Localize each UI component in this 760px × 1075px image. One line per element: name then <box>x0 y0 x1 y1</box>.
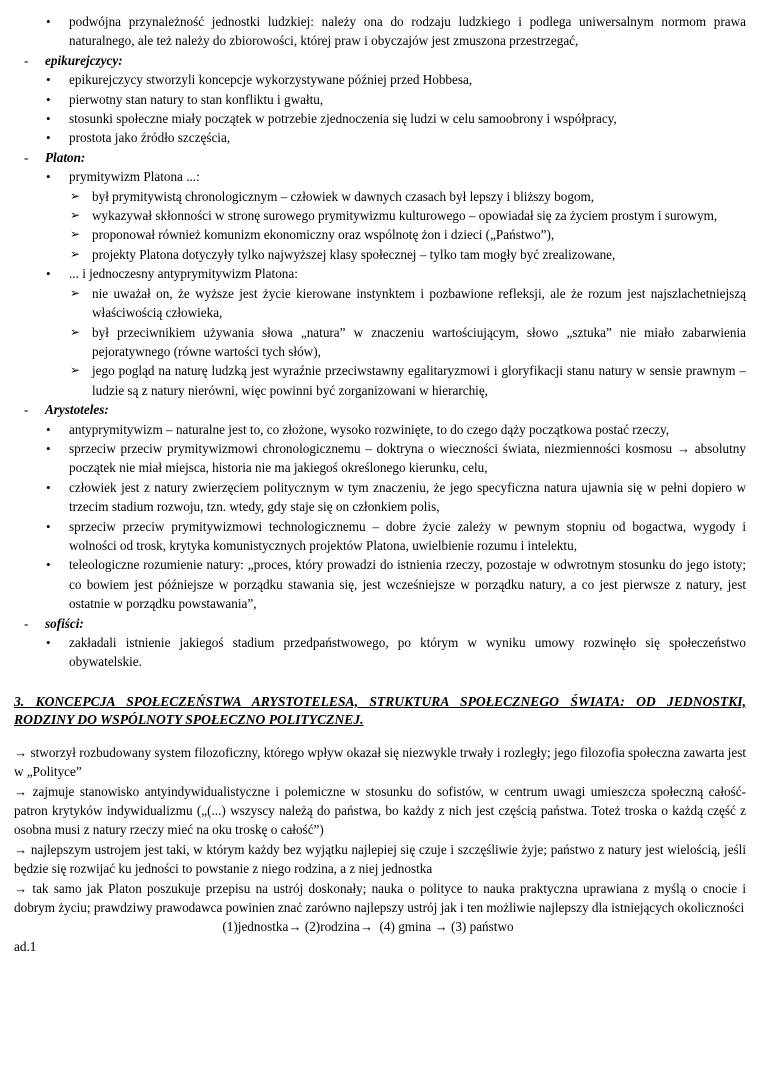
arystoteles-list <box>0 420 760 614</box>
bullet-icon: • <box>46 635 51 650</box>
dash-icon: - <box>24 52 29 68</box>
list-item: • prostota jako źródło szczęścia, <box>0 128 760 147</box>
arrow-icon: → <box>14 880 28 896</box>
sofisci-list <box>0 633 760 672</box>
list-item: • pierwotny stan natury to stan konfliktu i gwałtu, <box>0 90 760 109</box>
section-3-heading: 3. KONCEPCJA SPOŁECZEŃSTWA ARYSTOTELESA, STRUKTURA SPOŁECZNEGO ŚWIATA: OD JEDNOSTKI, RODZINY DO WSPÓLNOTY SPOŁECZNO POLITYCZNEJ. <box>14 693 746 727</box>
dash-icon: - <box>24 402 29 418</box>
list-item: • epikurejczycy stworzyli koncepcje wykorzystywane później przed Hobbesa, <box>0 70 760 89</box>
list-item: • teleologiczne rozumienie natury: „proces, który prowadzi do istnienia rzeczy, pozostaje w odwrotnym stosunku do jego istoty; co bowiem jest późniejsze w porządku stawania się, jest wcześniejsze w porządku natury, a co jest pierwsze z natury, jest ostatnie w porządku powstawania”, <box>46 557 746 612</box>
bullet-icon: • <box>46 130 51 146</box>
list-item: • prymitywizm Platona ...: ➢ był prymitywistą chronologicznym – człowiek w dawnych czasach był lepszy i bliższy bogom, ➢ wykazywał skłonności w stronę surowego prymitywizmu kulturowego – opowiadał się za życiem prostym i surowym, ➢ proponował również komunizm ekonomiczny oraz wspólnotę żon i dzieci („Państwo”), ➢ projekty Platona dotyczyły tylko najwyższej klasy społecznej – tylko tam mogły być zrealizowane, <box>0 167 760 264</box>
arrow-bullet-icon: ➢ <box>70 246 81 261</box>
section-platon <box>0 148 760 167</box>
bullet-icon: • <box>46 557 51 573</box>
bullet-icon: • <box>46 518 51 534</box>
section-title: Platon: <box>45 149 86 165</box>
list-item: ➢ projekty Platona dotyczyły tylko najwyższej klasy społecznej – tylko tam mogły być zrealizowane, <box>69 245 746 264</box>
section-title: epikurejczycy: <box>45 52 123 68</box>
section-sofisci <box>0 614 760 633</box>
arrow-icon: → <box>14 841 28 857</box>
list-item: • sprzeciw przeciw prymitywizmowi technologicznemu – dobre życie zależy w pewnym stopniu od bogactwa, wygody i wolności od trosk, krytyka komunistycznych projektów Platona, uwielbienie rozumu i intelektu, <box>46 518 746 553</box>
intro-bullet-list <box>0 12 760 51</box>
arrow-icon: → <box>434 919 448 935</box>
arrow-bullet-icon: ➢ <box>70 188 81 203</box>
dash-icon: - <box>24 615 29 631</box>
arrow-icon: → <box>359 919 373 935</box>
arrow-bullet-icon: ➢ <box>70 363 81 378</box>
platon-list <box>0 167 760 400</box>
bullet-icon: • <box>46 91 51 107</box>
section-arystoteles <box>0 400 760 419</box>
epikurejczycy-list <box>0 70 760 148</box>
bullet-icon: • <box>46 169 51 185</box>
list-item: ➢ proponował również komunizm ekonomiczny oraz wspólnotę żon i dzieci („Państwo”), <box>69 225 746 244</box>
bullet-icon: • <box>46 421 51 437</box>
paragraph: → najlepszym ustrojem jest taki, w którym każdy bez wyjątku najlepiej się czuje i szczęśliwie żyje; państwo z natury jest wielością, jeśli będzie się rozwijać ku jedności to powstanie z niego rodzina, a z niej jednostka <box>14 841 747 877</box>
bullet-icon: • <box>46 111 51 127</box>
list-item: ➢ jego pogląd na naturę ludzką jest wyraźnie przeciwstawny egalitaryzmowi i gloryfikacji stanu natury w sensie prawnym – ludzie są z natury nierówni, więc powinni być zorganizowani w hierarchię, <box>70 363 746 398</box>
bullet-icon: • <box>46 72 51 88</box>
bullet-icon: • <box>46 479 51 495</box>
arrow-bullet-icon: ➢ <box>70 324 81 339</box>
bullet-icon: • <box>46 266 51 282</box>
list-item: ➢ był przeciwnikiem używania słowa „natura” w znaczeniu wartościującym, słowo „sztuka” nie miało zabarwienia pejoratywnego (równe wartości tych słów), <box>70 324 746 359</box>
arrow-icon: → <box>14 783 28 799</box>
platon-sublist-1 <box>69 187 746 265</box>
list-item: • człowiek jest z natury zwierzęciem politycznym w tym znaczeniu, że jego specyficzna natura ujawnia się w pełni dopiero w trzecim stadium rozwoju, tzn. wtedy, gdy staje się on członkiem polis, <box>46 479 746 515</box>
hierarchy-chain: (1)jednostka→ (2)rodzina→ (4) gmina → (3) państwo <box>222 919 514 935</box>
paragraph: → stworzył rozbudowany system filozoficzny, którego wpływ okazał się niezwykle trwały i rozległy; jego filozofia społeczna zawarta jest w „Polityce” <box>14 744 746 780</box>
list-item: ➢ wykazywał skłonności w stronę surowego prymitywizmu kulturowego – opowiadał się za życiem prostym i surowym, <box>69 206 746 225</box>
list-item: • podwójna przynależność jednostki ludzkiej: należy ona do rodzaju ludzkiego i podlega uniwersalnym normom prawa naturalnego, ale też należy do zbiorowości, której praw i obyczajów jest zmuszona przestrzegać, <box>46 14 746 49</box>
platon-sublist-2 <box>69 284 746 400</box>
bullet-icon: • <box>46 440 51 456</box>
footer-label: ad.1 <box>14 938 37 954</box>
list-item: ➢ nie uważał on, że wyższe jest życie kierowane instynktem i pozbawione refleksji, ale że rozum jest najszlachetniejszą właściwością człowieka, <box>70 285 746 321</box>
section-epikurejczycy <box>0 51 760 70</box>
dash-icon: - <box>24 149 29 165</box>
arrow-bullet-icon: ➢ <box>70 208 81 223</box>
section-title: sofiści: <box>45 615 84 631</box>
arrow-icon: → <box>14 744 28 760</box>
section-title: Arystoteles: <box>45 402 109 418</box>
paragraph: → tak samo jak Platon poszukuje przepisu na ustrój doskonały; nauka o polityce to nauka praktyczna uprawiana z myślą o cnocie i dobrym życiu; prawdziwy prawodawca powinien znać zarówno najlepszy ustrój jak i ten możliwie najlepszy dla istniejących okoliczności <box>14 880 746 916</box>
arrow-bullet-icon: ➢ <box>70 227 81 242</box>
list-item: • ... i jednoczesny antyprymitywizm Platona: ➢ nie uważał on, że wyższe jest życie kierowane instynktem i pozbawione refleksji, ale że rozum jest najszlachetniejszą właściwością człowieka, ➢ był przeciwnikiem używania słowa „natura” w znaczeniu wartościującym, słowo „sztuka” nie miało zabarwienia pejoratywnego (równe wartości tych słów), ➢ jego pogląd na naturę ludzką jest wyraźnie przeciwstawny egalitaryzmowi i gloryfikacji stanu natury w sensie prawnym – ludzie są z natury nierówni, więc powinni być zorganizowani w hierarchię, <box>0 264 760 400</box>
arrow-bullet-icon: ➢ <box>70 285 81 300</box>
list-item: ➢ był prymitywistą chronologicznym – człowiek w dawnych czasach był lepszy i bliższy bogom, <box>69 187 746 206</box>
document-page <box>0 12 760 956</box>
arrow-icon: → <box>288 919 302 935</box>
list-item: • antyprymitywizm – naturalne jest to, co złożone, wysoko rozwinięte, to do czego dąży początkowa postać rzeczy, <box>0 420 760 439</box>
list-item: • stosunki społeczne miały początek w potrzebie zjednoczenia się ludzi w celu samoobrony i współpracy, <box>0 109 760 128</box>
list-item: • sprzeciw przeciw prymitywizmowi chronologicznemu – doktryna o wieczności świata, niezmienności kosmosu → absolutny początek nie miał miejsca, historia nie ma jakiegoś określonego kierunku, celu, <box>46 440 746 476</box>
list-item: • zakładali istnienie jakiegoś stadium przedpaństwowego, po którym w wyniku umowy rozwinęło się społeczeństwo obywatelskie. <box>46 635 746 670</box>
bullet-icon: • <box>46 14 51 29</box>
paragraph: → zajmuje stanowisko antyindywidualistyczne i polemiczne w stosunku do sofistów, w centrum uwagi umieszcza społeczną całość- patron krytyków indywidualizmu („(...) wszyscy należą do państwa, bo każdy z nich jest częścią państwa. Toteż troska o każdą część z osobna musi z natury rzeczy mieć na oku troskę o całość”) <box>14 783 746 838</box>
